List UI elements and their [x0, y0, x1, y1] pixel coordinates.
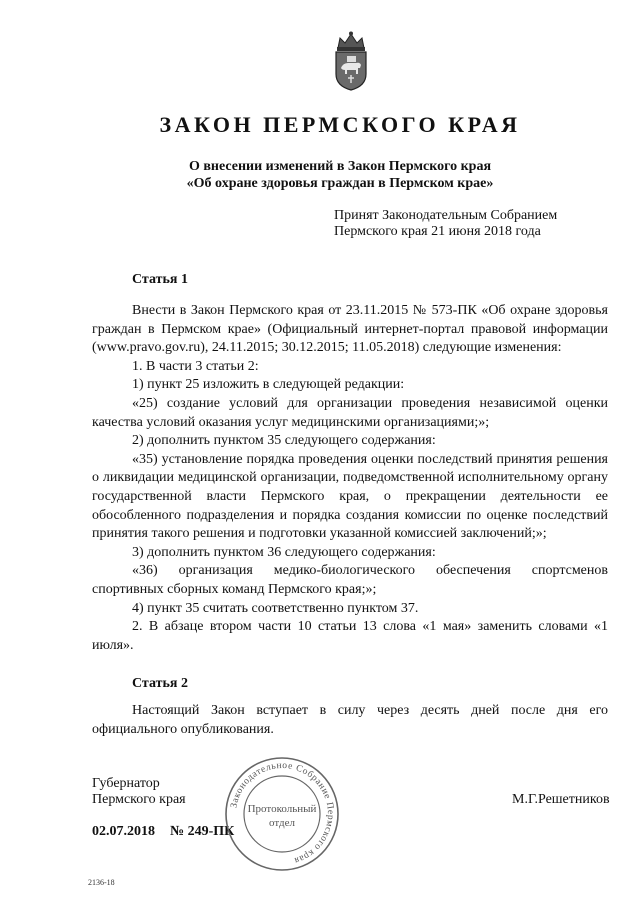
paragraph: Настоящий Закон вступает в силу через десять дней после дня его официального опубликования.: [92, 703, 608, 737]
law-number: № 249-ПК: [170, 824, 235, 839]
paragraph: 3) дополнить пунктом 36 следующего содержания:: [132, 544, 436, 560]
stamp-inner-text: отдел: [269, 817, 295, 829]
article-1-body: [92, 302, 608, 655]
document-code: 2136-18: [88, 878, 115, 887]
adoption-note: [334, 208, 557, 240]
article-2-body: [92, 702, 608, 739]
paragraph: 2. В абзаце втором части 10 статьи 13 слова «1 мая» заменить словами «1 июля».: [92, 619, 608, 653]
law-date: 02.07.2018: [92, 824, 155, 839]
signatory-name: М.Г.Решетников: [512, 792, 610, 807]
signatory-position: [92, 776, 186, 808]
position-line: Губернатор: [92, 776, 160, 791]
subtitle-line: О внесении изменений в Закон Пермского края: [188, 159, 492, 174]
stamp-outer-text: Законодательное Собрание Пермского края: [229, 760, 336, 866]
paragraph: 2) дополнить пунктом 35 следующего содержания:: [132, 433, 436, 449]
stamp-inner-text: Протокольный: [247, 803, 317, 815]
position-line: Пермского края: [92, 792, 186, 807]
law-title: ЗАКОН ПЕРМСКОГО КРАЯ: [159, 112, 521, 137]
paragraph: «35) установление порядка проведения оценки последствий принятия решения о ликвидации медицинской организации, подведомственной исполнительному органу государственной власти Пермского края, о прекращении деятельности ее обособленного подразделения и порядка создания комиссии по оценке последствий принятия такого решения и подготовки указанной комиссией заключений;»;: [92, 451, 608, 542]
subtitle-line: «Об охране здоровья граждан в Пермском крае»: [186, 176, 494, 191]
adoption-line: Принят Законодательным Собранием: [334, 208, 558, 223]
paragraph: «25) создание условий для организации проведения независимой оценки качества условий оказания услуг медицинскими организациями;»;: [92, 395, 608, 430]
law-subtitle: [40, 158, 640, 192]
paragraph: «36) организация медико-биологического обеспечения спортсменов спортивных сборных команд Пермского края;»;: [92, 563, 608, 597]
paragraph: 1) пункт 25 изложить в следующей редакции:: [132, 377, 405, 393]
article-2-heading: Статья 2: [132, 676, 188, 691]
paragraph: 1. В части 3 статьи 2:: [132, 358, 259, 374]
adoption-line: Пермского края 21 июня 2018 года: [334, 224, 541, 239]
paragraph: 4) пункт 35 считать соответственно пунктом 37.: [132, 600, 419, 616]
paragraph: Внести в Закон Пермского края от 23.11.2015 № 573-ПК «Об охране здоровья граждан в Пермском крае» (Официальный интернет-портал правовой информации (www.pravo.gov.ru), 24.11.2015; 30.12.2015; 11.05.2018) следующие изменения:: [92, 303, 608, 356]
article-1-heading: Статья 1: [132, 272, 188, 287]
official-stamp: [222, 754, 342, 874]
perm-krai-coat-of-arms-icon: [330, 30, 372, 92]
